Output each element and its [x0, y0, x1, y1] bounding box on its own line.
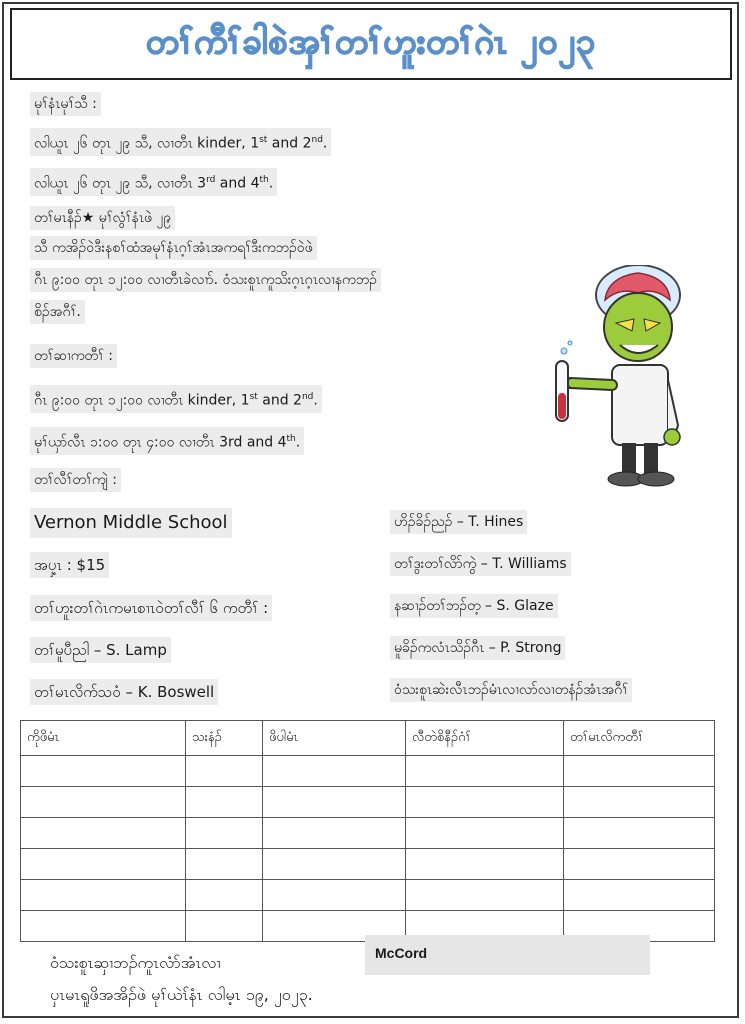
sup-nd: nd: [301, 392, 314, 402]
contact-williams: တၢ်ဒွးတၢ်လိာ်ကွဲ – T. Williams: [390, 552, 571, 576]
cell[interactable]: [21, 911, 186, 942]
time-k2-text: ဂီၤ ၉:၀၀ တုၤ ၁၂:၀၀ လၢတီၤ kinder, 1: [34, 392, 250, 409]
cell[interactable]: [564, 880, 715, 911]
col-session-time: တၢ်မၤလိကတီၢ်: [564, 721, 715, 756]
sup-th: th: [286, 434, 296, 444]
contact-strong: မူခိၣ်ကလံၤသိၣ်ဂီၤ – P. Strong: [390, 636, 565, 660]
time-34-text: မုၢ်ယှာ်လီၤ ၁:၀၀ တုၤ ၄:၀၀ လၢတီၤ 3rd and 4: [34, 434, 287, 451]
col-parent-name: ဖိပါမံၤ: [263, 721, 406, 756]
cell[interactable]: [263, 880, 406, 911]
cell[interactable]: [21, 818, 186, 849]
cell[interactable]: [406, 880, 564, 911]
title-banner: [10, 8, 732, 80]
cell[interactable]: [406, 849, 564, 880]
cell[interactable]: [406, 756, 564, 787]
dates-k2-mid: and 2: [267, 135, 312, 152]
sup-nd: nd: [311, 135, 323, 145]
cell[interactable]: [186, 880, 263, 911]
school-name: Vernon Middle School: [30, 508, 232, 538]
time-k2-end: .: [313, 392, 318, 409]
cell[interactable]: [564, 818, 715, 849]
signup-table: [20, 720, 715, 942]
contact-glaze: နဆၢၣ်တၢ်ဘၣ်တ့ – S. Glaze: [390, 594, 558, 618]
note-line-4: စိၣ်အဂီၢ်.: [30, 300, 85, 324]
signup-note: ဝံသးစူၤဆဲးလီၤဘၣ်မံၤလၢလာ်လၢတနံၣ်အံၤအဂီၢ်: [390, 678, 632, 702]
cell[interactable]: [21, 849, 186, 880]
footer-line-1: ဝံသးစူၤဆှၢဘၣ်ကူၤလံာ်အံၤလၢ: [50, 953, 221, 972]
cell[interactable]: [263, 756, 406, 787]
time-34-end: .: [295, 434, 301, 451]
cell[interactable]: [263, 818, 406, 849]
cell[interactable]: [564, 756, 715, 787]
footer-line-2: ပှၤမၤရူဖိအအိၣ်ဖဲ မုၢ်ယဲၤ်နံၤ လါမ့ၤ ၁၉, ၂၀၂၃.: [50, 985, 313, 1004]
dates-k2-end: .: [322, 135, 328, 152]
dates-header: မုၢ်နံၤမုၢ်သီ :: [30, 92, 101, 116]
cell[interactable]: [186, 849, 263, 880]
table-row: [21, 756, 715, 787]
note-line-2: သီ ကအိၣ်ဝဲဒီးနစၢ်ထံအမုၢ်နံၤဂ့ၢ်အံၤအကရၢ်ဒီးကဘၣ်ဝဲဖဲ: [30, 236, 317, 260]
page-title: တၢ်ကီၢ်ခါစဲအှၢ်တၢ်ဟူးတၢ်ဂဲၤ ၂၀၂၃: [145, 21, 597, 62]
note-line-3: ဂီၤ ၉:၀၀ တုၤ ၁၂:၀၀ လၢတီၤခဲလၢာ်. ဝံသးစူၤကူသိးဂ့ၤဂ့ၤလၢနကဘၣ်: [30, 268, 381, 292]
table-row: [21, 818, 715, 849]
cell[interactable]: [21, 787, 186, 818]
time-k2-mid: and 2: [257, 392, 302, 409]
zombie-scientist-illustration: [550, 265, 690, 495]
dates-34-end: .: [268, 175, 274, 192]
contact-boswell: တၢ်မၤလိက်သဝံ – K. Boswell: [30, 679, 218, 705]
time-k2-line: [30, 385, 322, 413]
contact-hines: ဟိၣ်ခိၣ်ညၣ် – T. Hines: [390, 510, 527, 534]
contact-lamp: တၢ်မူပီညါ – S. Lamp: [30, 637, 171, 663]
cell[interactable]: [186, 756, 263, 787]
dates-k2-line: [30, 128, 331, 156]
sup-th: th: [259, 175, 269, 185]
note-line-1: တၢ်မၤနီၣ်★ မုၢ်လွံၢ်နံၤဖဲ ၂၉: [30, 206, 175, 230]
cell[interactable]: [564, 849, 715, 880]
location-header: တၢ်လီၢ်တၢ်ကျဲ :: [30, 468, 121, 492]
dates-k2-text: လါယူၤ ၂၆ တုၤ ၂၉ သီ, လၢတီၤ kinder, 1: [34, 135, 260, 152]
cell[interactable]: [406, 818, 564, 849]
cell[interactable]: [406, 787, 564, 818]
col-student-name: ကိုဖိမံၤ: [21, 721, 186, 756]
cell[interactable]: [21, 756, 186, 787]
cell[interactable]: [564, 787, 715, 818]
time-header: တၢ်ဆၢကတီၢ် :: [30, 344, 117, 368]
time-34-line: [30, 427, 304, 455]
table-row: [21, 849, 715, 880]
cell[interactable]: [186, 911, 263, 942]
dates-34-text: လါယူၤ ၂၆ တုၤ ၂၉ သီ, လၢတီၤ 3: [34, 175, 207, 192]
cost: အပှ့ၤ : $15: [30, 552, 109, 578]
table-header-row: [21, 721, 715, 756]
cell[interactable]: [263, 849, 406, 880]
dates-34-line: [30, 168, 277, 196]
dates-34-mid: and 4: [215, 175, 260, 192]
table-row: [21, 880, 715, 911]
col-phone: လီတဲစိနီၣ်ဂံၢ်: [406, 721, 564, 756]
contacts-header: တၢ်ဟူးတၢ်ဂဲၤကမၤစၢၤဝဲတၢ်လီၢ် ၆ ကတီၢ် :: [30, 595, 272, 621]
cell[interactable]: [186, 818, 263, 849]
sup-rd: rd: [206, 175, 216, 185]
teacher-name: McCord: [375, 945, 428, 961]
sup-st: st: [249, 392, 258, 402]
sup-st: st: [259, 135, 268, 145]
cell[interactable]: [263, 787, 406, 818]
col-age: သးနံၣ်: [186, 721, 263, 756]
cell[interactable]: [21, 880, 186, 911]
cell[interactable]: [186, 787, 263, 818]
table-row: [21, 787, 715, 818]
